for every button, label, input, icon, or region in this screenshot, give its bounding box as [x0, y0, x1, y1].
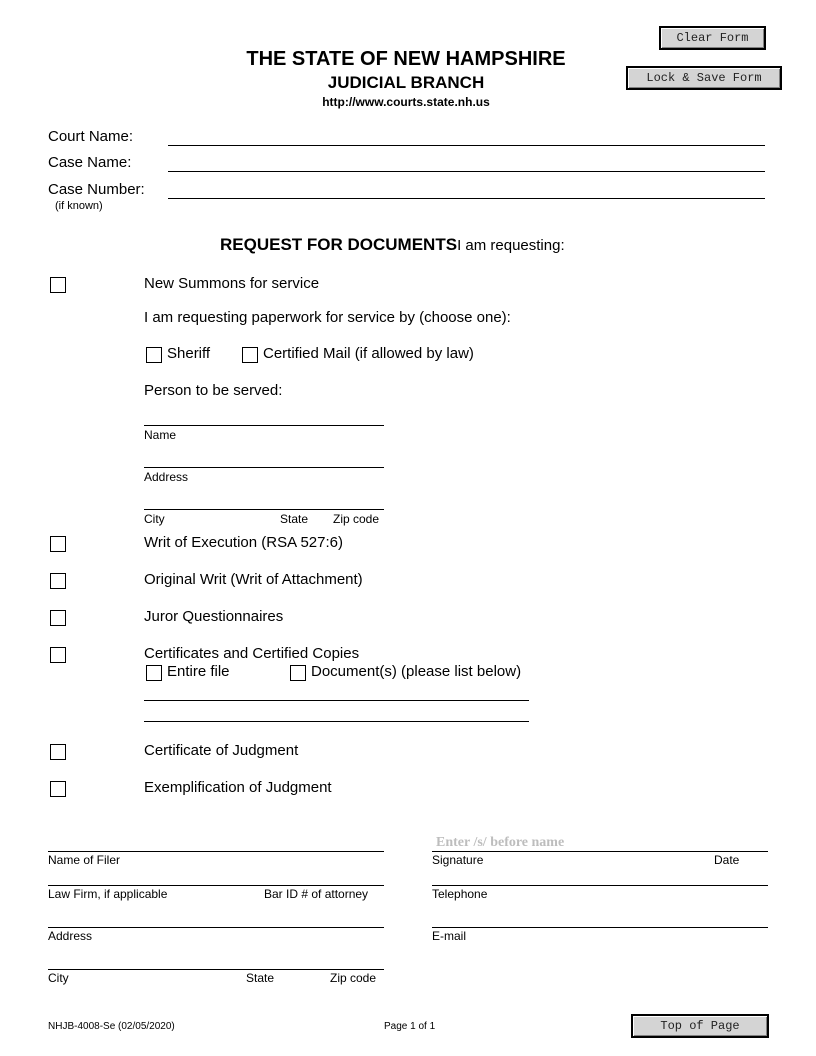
page-number: Page 1 of 1: [384, 1021, 436, 1032]
form-title: REQUEST FOR DOCUMENTS: [220, 235, 458, 254]
new-summons-label: New Summons for service: [144, 275, 320, 292]
served-city-caption: City: [144, 512, 165, 526]
filer-name-field[interactable]: [48, 851, 384, 852]
certificate-judgment-checkbox[interactable]: [50, 744, 66, 760]
served-name-field[interactable]: [144, 425, 384, 426]
telephone-caption: Telephone: [432, 887, 488, 901]
case-name-label: Case Name:: [48, 154, 132, 171]
clear-form-button[interactable]: Clear Form: [659, 26, 766, 50]
certificate-judgment-label: Certificate of Judgment: [144, 742, 299, 759]
served-city-state-zip-field[interactable]: [144, 509, 384, 510]
entire-file-label: Entire file: [167, 663, 230, 680]
served-address-caption: Address: [144, 470, 189, 484]
state-heading: THE STATE OF NEW HAMPSHIRE: [246, 48, 566, 70]
bar-id-caption: Bar ID # of attorney: [264, 887, 369, 901]
exemplification-checkbox[interactable]: [50, 781, 66, 797]
writ-execution-checkbox[interactable]: [50, 536, 66, 552]
juror-questionnaires-checkbox[interactable]: [50, 610, 66, 626]
intro-text: I am requesting:: [457, 237, 565, 254]
branch-heading: JUDICIAL BRANCH: [327, 73, 485, 92]
if-known-note: (if known): [55, 200, 103, 212]
sheriff-label: Sheriff: [167, 345, 211, 362]
documents-checkbox[interactable]: [290, 665, 306, 681]
juror-questionnaires-label: Juror Questionnaires: [144, 608, 284, 625]
signature-caption: Signature: [432, 853, 484, 867]
exemplification-label: Exemplification of Judgment: [144, 779, 332, 796]
date-caption: Date: [714, 853, 740, 867]
certificates-label: Certificates and Certified Copies: [144, 645, 360, 662]
filer-zip-caption: Zip code: [330, 971, 377, 985]
case-number-field[interactable]: [168, 198, 765, 199]
sheriff-checkbox[interactable]: [146, 347, 162, 363]
served-state-caption: State: [280, 512, 309, 526]
writ-execution-label: Writ of Execution (RSA 527:6): [144, 534, 343, 551]
certificates-checkbox[interactable]: [50, 647, 66, 663]
signature-input[interactable]: Enter /s/ before name: [436, 835, 565, 850]
courts-url: http://www.courts.state.nh.us: [322, 95, 490, 109]
documents-list-line-1[interactable]: [144, 700, 529, 701]
filer-name-caption: Name of Filer: [48, 853, 121, 867]
law-firm-field[interactable]: [48, 885, 384, 886]
filer-city-state-zip-field[interactable]: [48, 969, 384, 970]
signature-line: [432, 851, 768, 852]
original-writ-label: Original Writ (Writ of Attachment): [144, 571, 363, 588]
original-writ-checkbox[interactable]: [50, 573, 66, 589]
court-name-label: Court Name:: [48, 128, 134, 145]
email-field[interactable]: [432, 927, 768, 928]
documents-list-line-2[interactable]: [144, 721, 529, 722]
served-name-caption: Name: [144, 428, 177, 442]
top-of-page-button[interactable]: Top of Page: [631, 1014, 769, 1038]
email-caption: E-mail: [432, 929, 467, 943]
lock-save-form-button[interactable]: Lock & Save Form: [626, 66, 782, 90]
court-name-field[interactable]: [168, 145, 765, 146]
certified-mail-checkbox[interactable]: [242, 347, 258, 363]
served-zip-caption: Zip code: [333, 512, 380, 526]
filer-state-caption: State: [246, 971, 275, 985]
filer-address-caption: Address: [48, 929, 93, 943]
documents-label: Document(s) (please list below): [311, 663, 522, 680]
served-address-field[interactable]: [144, 467, 384, 468]
case-number-label: Case Number:: [48, 181, 145, 198]
case-name-field[interactable]: [168, 171, 765, 172]
new-summons-checkbox[interactable]: [50, 277, 66, 293]
filer-city-caption: City: [48, 971, 69, 985]
law-firm-caption: Law Firm, if applicable: [48, 887, 168, 901]
filer-address-field[interactable]: [48, 927, 384, 928]
telephone-field[interactable]: [432, 885, 768, 886]
form-title-row: [220, 235, 565, 255]
entire-file-checkbox[interactable]: [146, 665, 162, 681]
form-id: NHJB-4008-Se (02/05/2020): [48, 1021, 175, 1032]
service-prompt: I am requesting paperwork for service by (choose one):: [144, 309, 511, 326]
person-served-label: Person to be served:: [144, 382, 283, 399]
certified-mail-label: Certified Mail (if allowed by law): [263, 345, 474, 362]
